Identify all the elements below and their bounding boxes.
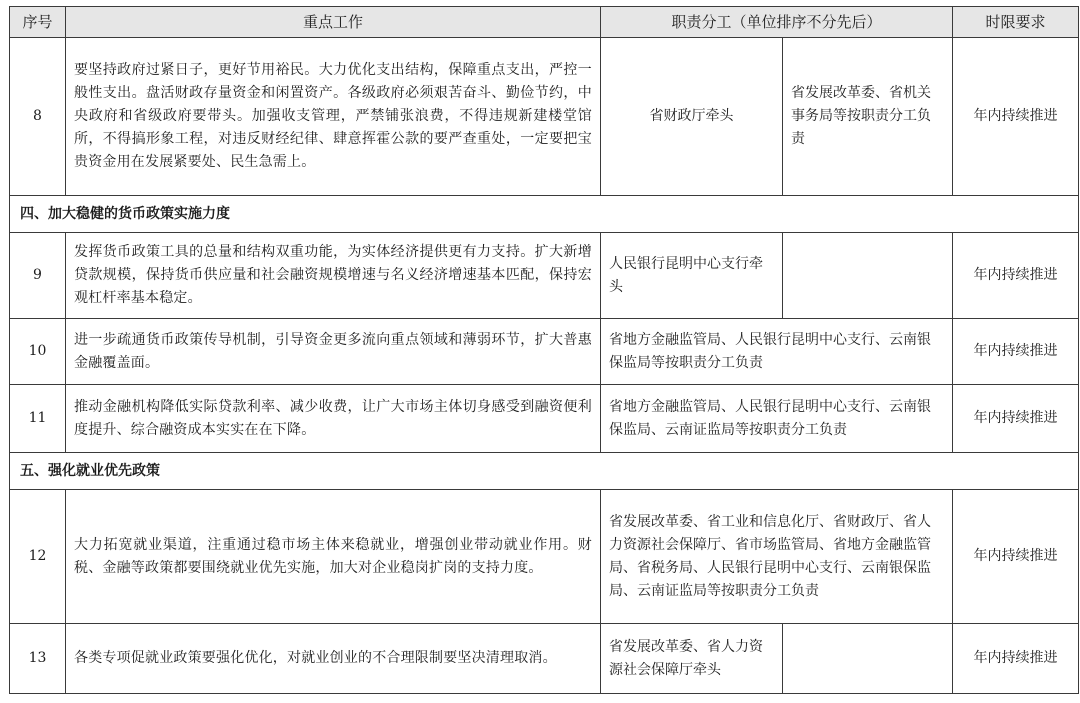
row-time: 年内持续推进 (953, 624, 1079, 694)
row-coop-units: 省发展改革委、省机关事务局等按职责分工负责 (783, 38, 953, 196)
row-coop-units (783, 624, 953, 694)
row-number: 10 (10, 319, 66, 385)
row-work: 发挥货币政策工具的总量和结构双重功能，为实体经济提供更有力支持。扩大新增贷款规模，保持货币供应量和社会融资规模增速与名义经济增速基本匹配，保持宏观杠杆率基本稳定。 (66, 233, 601, 319)
row-number: 11 (10, 385, 66, 453)
section-row (10, 453, 1079, 490)
table-row (10, 490, 1079, 624)
row-lead-unit: 省财政厅牵头 (601, 38, 783, 196)
row-time: 年内持续推进 (953, 233, 1079, 319)
section-row (10, 196, 1079, 233)
row-duty: 省地方金融监管局、人民银行昆明中心支行、云南银保监局、云南证监局等按职责分工负责 (601, 385, 953, 453)
header-work: 重点工作 (66, 7, 601, 38)
table-row (10, 319, 1079, 385)
row-time: 年内持续推进 (953, 319, 1079, 385)
table-row (10, 38, 1079, 196)
row-coop-units (783, 233, 953, 319)
header-seq: 序号 (10, 7, 66, 38)
row-time: 年内持续推进 (953, 385, 1079, 453)
row-lead-unit: 人民银行昆明中心支行牵头 (601, 233, 783, 319)
row-time: 年内持续推进 (953, 490, 1079, 624)
row-duty: 省地方金融监管局、人民银行昆明中心支行、云南银保监局等按职责分工负责 (601, 319, 953, 385)
row-work: 进一步疏通货币政策传导机制，引导资金更多流向重点领域和薄弱环节，扩大普惠金融覆盖面。 (66, 319, 601, 385)
header-row (10, 7, 1079, 38)
row-number: 9 (10, 233, 66, 319)
row-work: 要坚持政府过紧日子，更好节用裕民。大力优化支出结构，保障重点支出，严控一般性支出。盘活财政存量资金和闲置资产。各级政府必须艰苦奋斗、勤俭节约，中央政府和省级政府要带头。加强收支管理，严禁铺张浪费，不得违规新建楼堂馆所，不得搞形象工程，对违反财经纪律、肆意挥霍公款的要严查重处，一定要把宝贵资金用在发展紧要处、民生急需上。 (66, 38, 601, 196)
table-row (10, 624, 1079, 694)
section-title: 四、加大稳健的货币政策实施力度 (10, 196, 1079, 233)
row-duty: 省发展改革委、省工业和信息化厅、省财政厅、省人力资源社会保障厅、省市场监管局、省地方金融监管局、省税务局、人民银行昆明中心支行、云南银保监局、云南证监局等按职责分工负责 (601, 490, 953, 624)
section-title: 五、强化就业优先政策 (10, 453, 1079, 490)
row-work: 各类专项促就业政策要强化优化，对就业创业的不合理限制要坚决清理取消。 (66, 624, 601, 694)
header-duty: 职责分工（单位排序不分先后） (601, 7, 953, 38)
row-work: 推动金融机构降低实际贷款利率、减少收费，让广大市场主体切身感受到融资便利度提升、综合融资成本实实在在下降。 (66, 385, 601, 453)
row-number: 13 (10, 624, 66, 694)
task-table (9, 6, 1079, 694)
table-row (10, 385, 1079, 453)
row-number: 8 (10, 38, 66, 196)
row-number: 12 (10, 490, 66, 624)
row-time: 年内持续推进 (953, 38, 1079, 196)
table-row (10, 233, 1079, 319)
row-lead-unit: 省发展改革委、省人力资源社会保障厅牵头 (601, 624, 783, 694)
header-time: 时限要求 (953, 7, 1079, 38)
row-work: 大力拓宽就业渠道，注重通过稳市场主体来稳就业，增强创业带动就业作用。财税、金融等政策都要围绕就业优先实施，加大对企业稳岗扩岗的支持力度。 (66, 490, 601, 624)
